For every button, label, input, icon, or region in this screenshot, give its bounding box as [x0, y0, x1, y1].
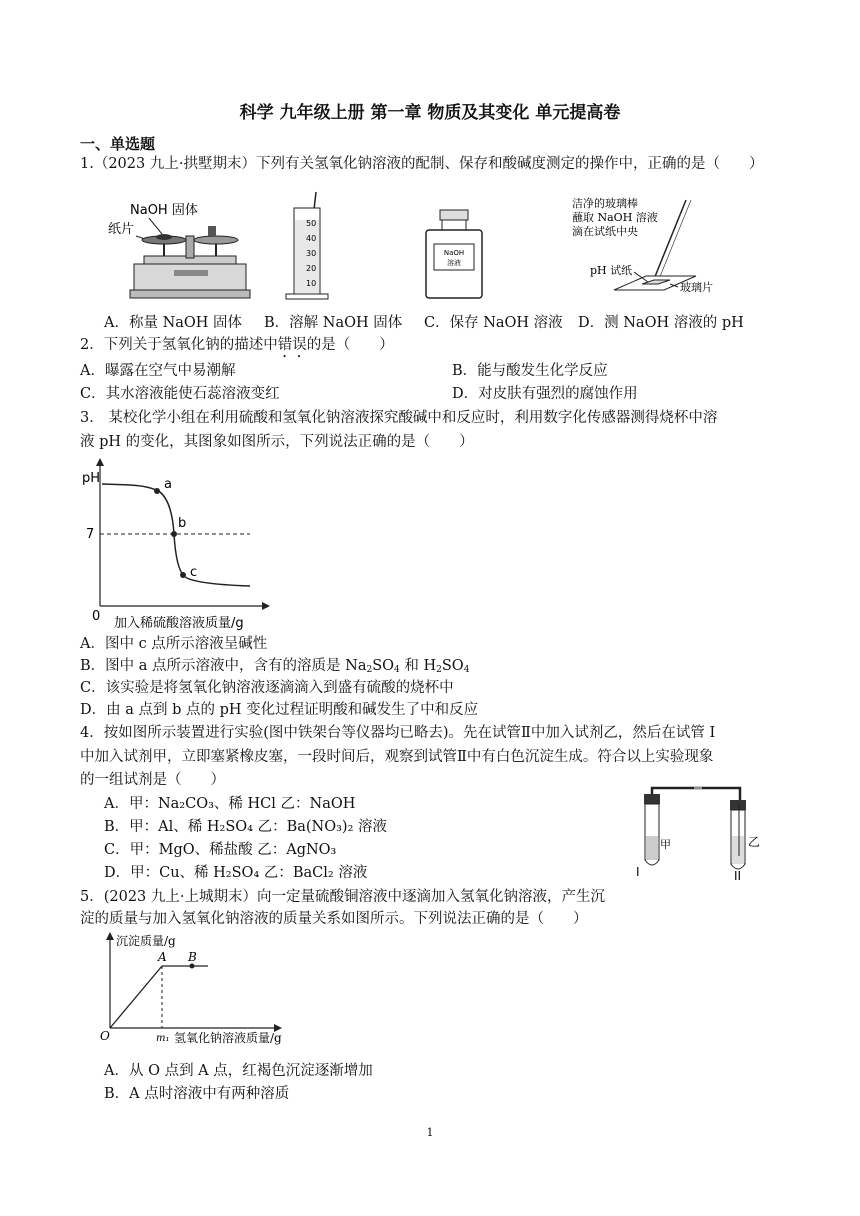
q5-option-a: A．从 O 点到 A 点，红褐色沉淀逐渐增加 [104, 1063, 373, 1079]
q1-option-b: B．溶解 NaOH 固体 [264, 315, 403, 331]
q4-option-b: B．甲：Al、稀 H₂SO₄ 乙：Ba(NO₃)₂ 溶液 [104, 819, 387, 835]
test-tube-apparatus [630, 786, 770, 882]
q3-optb-text: B．图中 a 点所示溶液中，含有的溶质是 Na [80, 658, 367, 674]
q3-optb-so2: SO [441, 658, 464, 674]
tick-40: 40 [306, 234, 317, 243]
drop-label: 滴在试纸中央 [572, 225, 638, 238]
reagent-jia-label: 甲 [660, 838, 671, 851]
bottle-label-line1: NaOH [443, 249, 465, 257]
page-title: 科学 九年级上册 第一章 物质及其变化 单元提高卷 [239, 103, 621, 123]
ph-curve-chart [80, 456, 280, 632]
q5-line1: 5．(2023 九上·上城期末）向一定量硫酸铜溶液中逐滴加入氢氧化钠溶液，产生沉 [80, 889, 605, 905]
point-c-label: c [190, 565, 198, 580]
tick-20: 20 [306, 264, 317, 273]
origin-o-label: O [100, 1029, 110, 1043]
balance-figure [104, 196, 254, 306]
q3-optb-and: 和 H [399, 658, 437, 674]
reagent-yi-label: 乙 [748, 835, 761, 849]
section-heading: 一、单选题 [80, 135, 156, 153]
point-c [180, 572, 186, 578]
ph-paper-label: pH 试纸 [590, 264, 633, 277]
q1-option-a: A．称量 NaOH 固体 [104, 315, 243, 331]
glass-plate-label: 玻璃片 [680, 281, 713, 294]
point-b-label: B [188, 950, 197, 964]
q1-stem: 1.（2023 九上·拱墅期末）下列有关氢氧化钠溶液的配制、保存和酸碱度测定的操作中，正确的是（ ） [80, 156, 764, 172]
q4-line3: 的一组试剂是（ ） [80, 772, 225, 788]
q3-option-b [80, 656, 469, 680]
ph-test-figure [570, 196, 740, 306]
q2-option-b: B．能与酸发生化学反应 [452, 363, 608, 379]
q3-option-c: C．该实验是将氢氧化钠溶液逐滴滴入到盛有硫酸的烧杯中 [80, 680, 454, 696]
precipitate-chart [98, 930, 338, 1048]
q5-line2: 淀的质量与加入氢氧化钠溶液的质量关系如图所示。下列说法正确的是（ ） [80, 911, 588, 927]
q4-option-a: A．甲：Na₂CO₃、稀 HCl 乙：NaOH [104, 796, 356, 812]
q3-option-d: D．由 a 点到 b 点的 pH 变化过程证明酸和碱发生了中和反应 [80, 702, 479, 718]
tick-10: 10 [306, 279, 317, 288]
x-axis-label: 氢氧化钠溶液质量/g [174, 1031, 282, 1045]
tube-two-label: II [734, 869, 742, 882]
q2-stem-emphasis: 错误 [277, 337, 307, 353]
point-a [154, 488, 160, 494]
glass-rod-label: 洁净的玻璃棒 [572, 197, 638, 210]
q4-option-d: D．甲：Cu、稀 H₂SO₄ 乙：BaCl₂ 溶液 [104, 865, 368, 881]
bottle-label-line2: 溶液 [447, 259, 461, 267]
ph-seven-tick: 7 [86, 527, 95, 542]
point-a-label: A [158, 950, 167, 964]
q4-line2: 中加入试剂甲，立即塞紧橡皮塞，一段时间后，观察到试管Ⅱ中有白色沉淀生成。符合以上实验现象 [80, 749, 714, 765]
q4-option-c: C．甲：MgO、稀盐酸 乙：AgNO₃ [104, 842, 337, 858]
tube-one-label: I [636, 865, 640, 879]
q5-option-b: B．A 点时溶液中有两种溶质 [104, 1086, 290, 1102]
q3-line1: 3． 某校化学小组在利用硫酸和氢氧化钠溶液探究酸碱中和反应时，利用数字化传感器测得烧杯中溶 [80, 410, 718, 426]
m1-label: m₁ [156, 1033, 170, 1044]
naoh-solid-label: NaOH 固体 [130, 203, 198, 218]
q1-option-c: C．保存 NaOH 溶液 [424, 315, 563, 331]
page-number: 1 [426, 1126, 434, 1139]
q1-option-d: D．测 NaOH 溶液的 pH [578, 315, 744, 331]
y-axis-label: 沉淀质量/g [116, 934, 176, 948]
ph-axis-label: pH [82, 471, 101, 486]
point-a-label: a [164, 477, 172, 492]
point-b [171, 531, 177, 537]
sub-3: 2 [436, 665, 442, 675]
rising-line [110, 966, 162, 1028]
measuring-cylinder-figure [280, 190, 340, 305]
q3-optb-so: SO [372, 658, 395, 674]
x-axis-label: 加入稀硫酸溶液质量/g [114, 616, 244, 631]
q3-option-a: A．图中 c 点所示溶液呈碱性 [80, 636, 268, 652]
q2-option-a: A．曝露在空气中易潮解 [80, 363, 236, 379]
q3-line2: 液 pH 的变化，其图象如图所示，下列说法正确的是（ ） [80, 434, 474, 450]
q2-stem-post: 的是（ ） [306, 337, 394, 353]
q2-option-d: D．对皮肤有强烈的腐蚀作用 [452, 386, 638, 402]
paper-label: 纸片 [108, 222, 135, 237]
reagent-bottle-figure [424, 208, 484, 300]
origin-label: 0 [92, 609, 101, 624]
sub-2: 4 [394, 665, 400, 675]
q2-stem-pre: 2．下列关于氢氧化钠的描述中 [80, 337, 278, 353]
point-b-label: b [178, 516, 187, 531]
q2-stem [80, 335, 394, 361]
tick-30: 30 [306, 249, 317, 258]
sub-4: 4 [463, 665, 470, 675]
dip-label: 蘸取 NaOH 溶液 [572, 211, 658, 224]
q4-line1: 4．按如图所示装置进行实验(图中铁架台等仪器均已略去)。先在试管Ⅱ中加入试剂乙，然后在试管 I [80, 725, 716, 741]
tick-50: 50 [306, 219, 317, 228]
sub-1: 2 [366, 665, 373, 675]
q2-option-c: C．其水溶液能使石蕊溶液变红 [80, 386, 280, 402]
point-b [190, 964, 195, 969]
